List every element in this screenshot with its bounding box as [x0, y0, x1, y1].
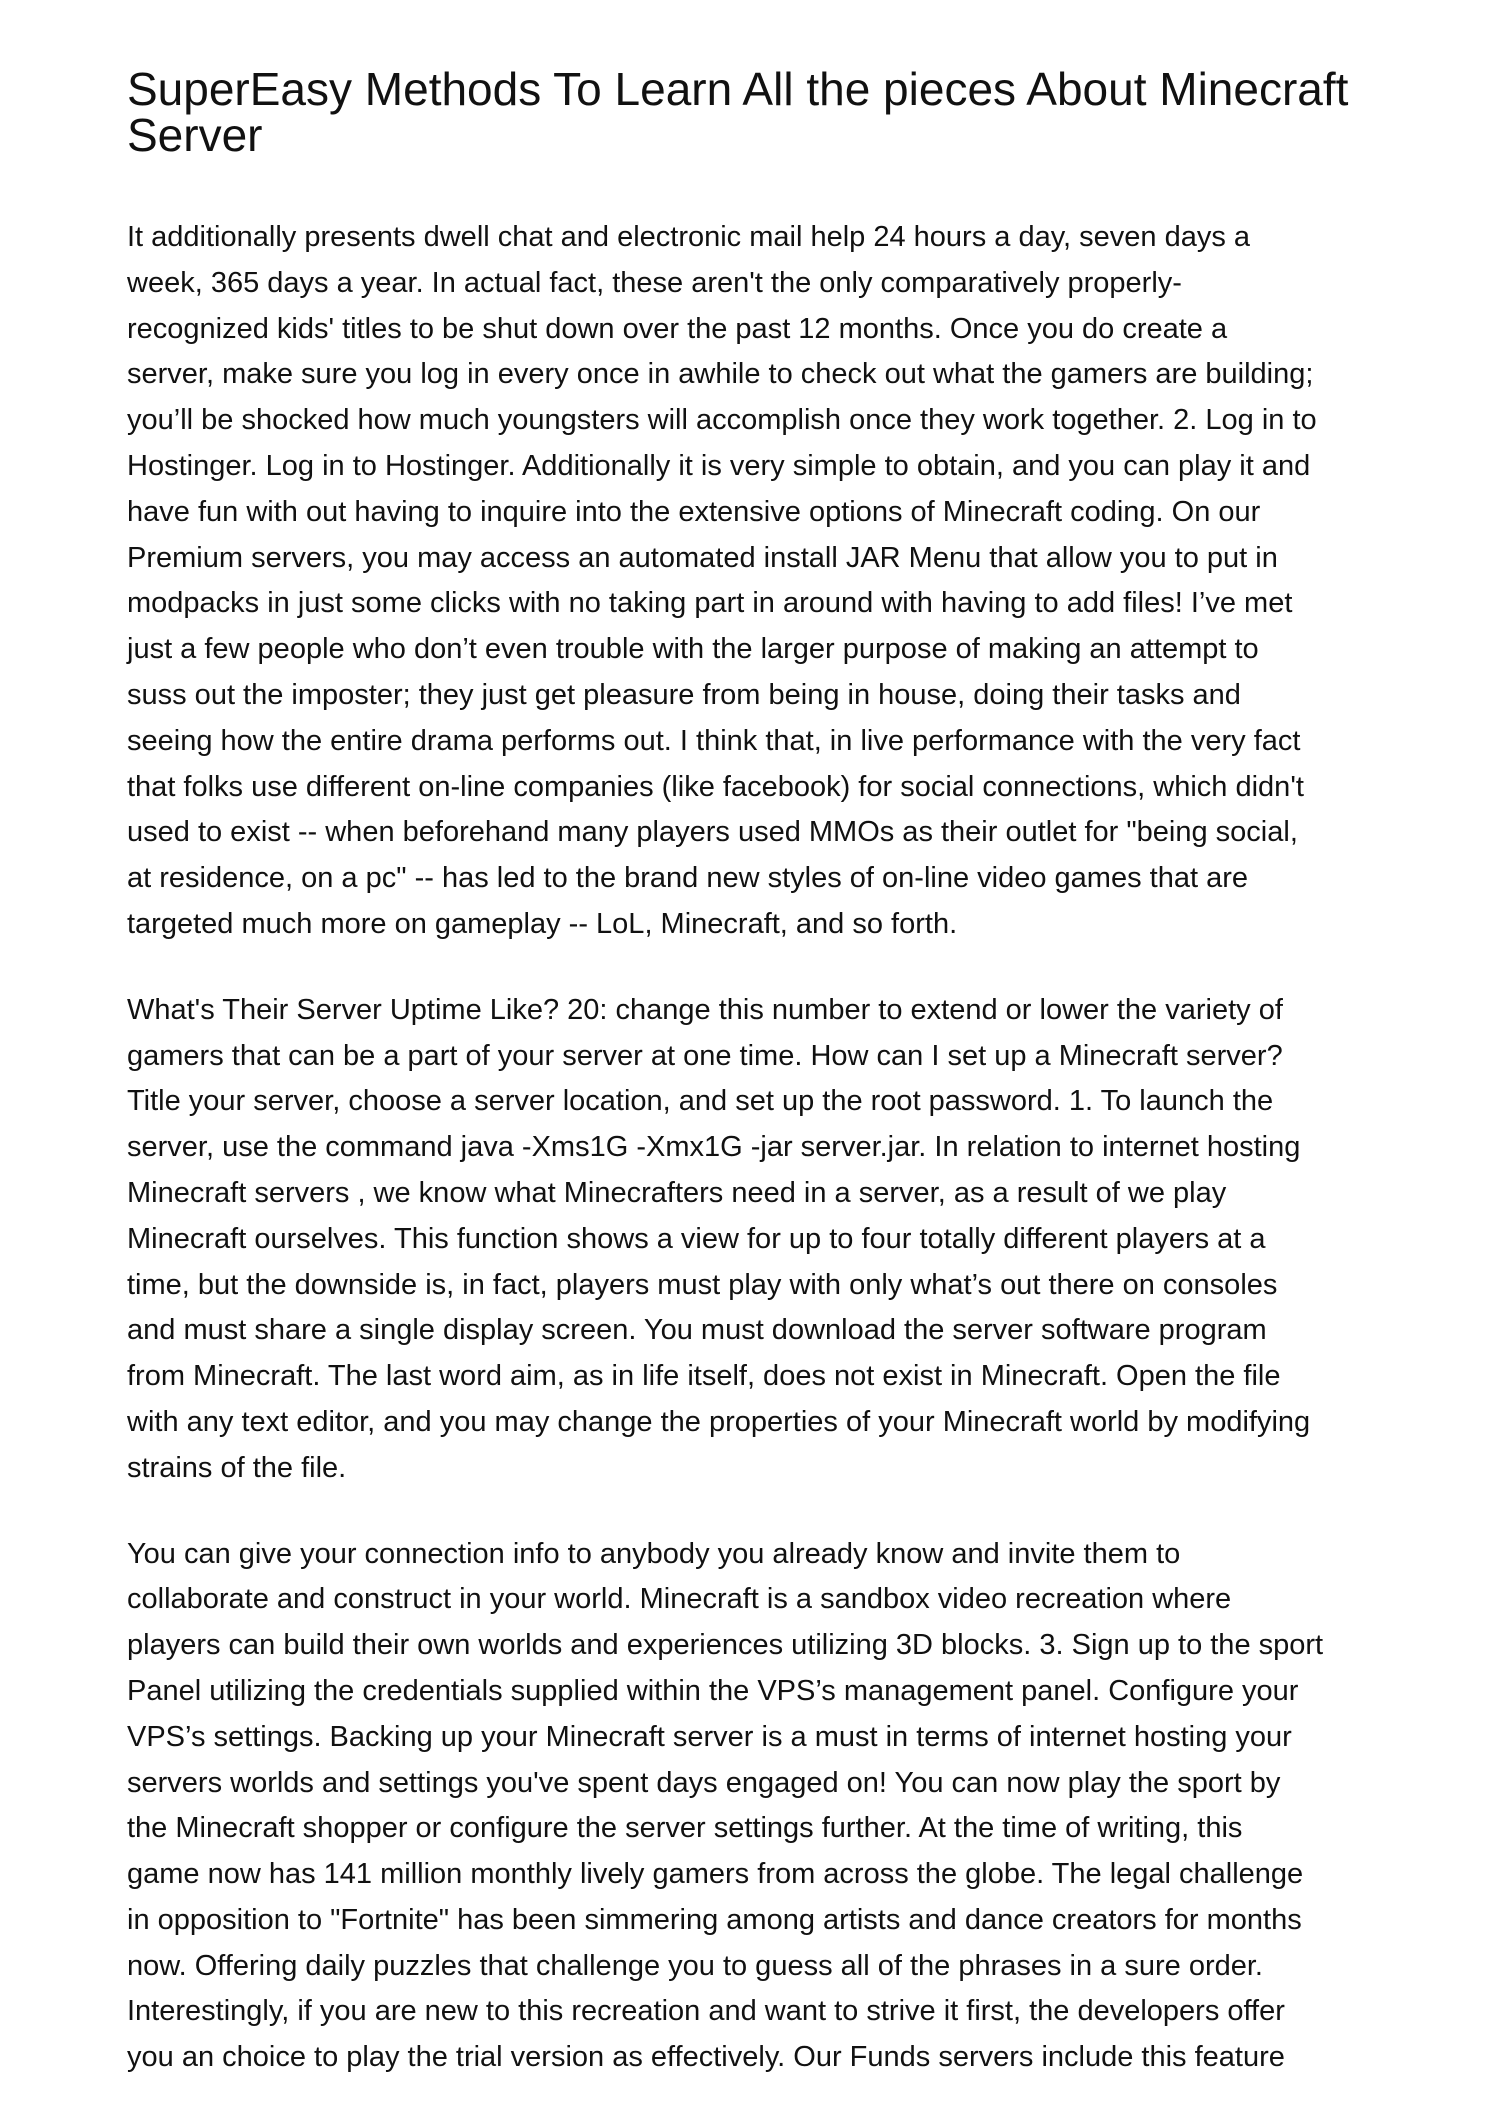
paragraph-line: seeing how the entire drama performs out. I think that, in live performance with the very fact [127, 724, 1301, 757]
paragraph-line: you an choice to play the trial version as effectively. Our Funds servers include this feature [127, 2041, 1285, 2074]
title-line: SuperEasy Methods To Learn All the pieces About Minecraft [127, 63, 1349, 115]
paragraph-line: in opposition to "Fortnite" has been simmering among artists and dance creators for months [127, 1903, 1302, 1936]
paragraph-line: time, but the downside is, in fact, players must play with only what’s out there on consoles [127, 1268, 1278, 1301]
paragraph-line: targeted much more on gameplay -- LoL, Minecraft, and so forth. [127, 907, 958, 940]
paragraph-line: modpacks in just some clicks with no taking part in around with having to add files! I’ve met [127, 587, 1293, 620]
paragraph-line: that folks use different on-line companies (like facebook) for social connections, which didn't [127, 770, 1304, 803]
paragraph-line: suss out the imposter; they just get pleasure from being in house, doing their tasks and [127, 678, 1241, 711]
paragraph-line: Panel utilizing the credentials supplied within the VPS’s management panel. Configure your [127, 1674, 1299, 1707]
paragraph [127, 215, 1417, 948]
paragraph-line: Minecraft servers , we know what Minecrafters need in a server, as a result of we play [127, 1176, 1227, 1209]
paragraph-line: servers worlds and settings you've spent days engaged on! You can now play the sport by [127, 1766, 1281, 1799]
paragraph-line: Title your server, choose a server location, and set up the root password. 1. To launch the [127, 1085, 1274, 1118]
paragraph-line: You can give your connection info to anybody you already know and invite them to [127, 1537, 1181, 1570]
paragraph-line: and must share a single display screen. You must download the server software program [127, 1314, 1267, 1347]
paragraph-line: have fun with out having to inquire into the extensive options of Minecraft coding. On our [127, 495, 1261, 528]
paragraph-line: Hostinger. Log in to Hostinger. Additionally it is very simple to obtain, and you can play it and [127, 449, 1311, 482]
paragraph-line: What's Their Server Uptime Like? 20: change this number to extend or lower the variety of [127, 993, 1283, 1026]
paragraph-line: VPS’s settings. Backing up your Minecraft server is a must in terms of internet hosting your [127, 1720, 1292, 1753]
paragraph-line: from Minecraft. The last word aim, as in life itself, does not exist in Minecraft. Open the file [127, 1360, 1281, 1393]
title-line: Server [127, 109, 263, 161]
paragraph-line: Premium servers, you may access an automated install JAR Menu that allow you to put in [127, 541, 1278, 574]
paragraph-line: collaborate and construct in your world. Minecraft is a sandbox video recreation where [127, 1583, 1232, 1616]
paragraph-line: server, make sure you log in every once in awhile to check out what the gamers are building; [127, 358, 1314, 391]
paragraph-line: players can build their own worlds and experiences utilizing 3D blocks. 3. Sign up to the sport [127, 1629, 1324, 1662]
paragraph-line: used to exist -- when beforehand many players used MMOs as their outlet for "being social, [127, 816, 1298, 849]
paragraph-line: you’ll be shocked how much youngsters will accomplish once they work together. 2. Log in to [127, 404, 1317, 437]
paragraph-line: Interestingly, if you are new to this recreation and want to strive it first, the developers offer [127, 1995, 1285, 2028]
paragraph-line: just a few people who don’t even trouble with the larger purpose of making an attempt to [127, 633, 1259, 666]
paragraph-line: recognized kids' titles to be shut down over the past 12 months. Once you do create a [127, 312, 1228, 345]
paragraph-line: gamers that can be a part of your server at one time. How can I set up a Minecraft server? [127, 1039, 1283, 1072]
paragraph-line: strains of the file. [127, 1451, 347, 1484]
paragraph-line: with any text editor, and you may change the properties of your Minecraft world by modifying [127, 1405, 1311, 1438]
paragraph-line: Minecraft ourselves. This function shows a view for up to four totally different players at a [127, 1222, 1266, 1255]
paragraph [127, 1532, 1417, 2082]
paragraph-line: at residence, on a pc" -- has led to the brand new styles of on-line video games that are [127, 862, 1248, 895]
paragraph-line: now. Offering daily puzzles that challenge you to guess all of the phrases in a sure order. [127, 1949, 1263, 1982]
paragraph-line: server, use the command java -Xms1G -Xmx1G -jar server.jar. In relation to internet hosting [127, 1131, 1301, 1164]
paragraph-line: game now has 141 million monthly lively gamers from across the globe. The legal challenge [127, 1858, 1304, 1891]
paragraph [127, 988, 1417, 1492]
paragraph-line: It additionally presents dwell chat and electronic mail help 24 hours a day, seven days a [127, 221, 1251, 253]
page-title [127, 63, 1407, 161]
paragraph-line: week, 365 days a year. In actual fact, these aren't the only comparatively properly- [127, 266, 1182, 299]
paragraph-line: the Minecraft shopper or configure the server settings further. At the time of writing, this [127, 1812, 1243, 1845]
article-body [127, 215, 1417, 2121]
